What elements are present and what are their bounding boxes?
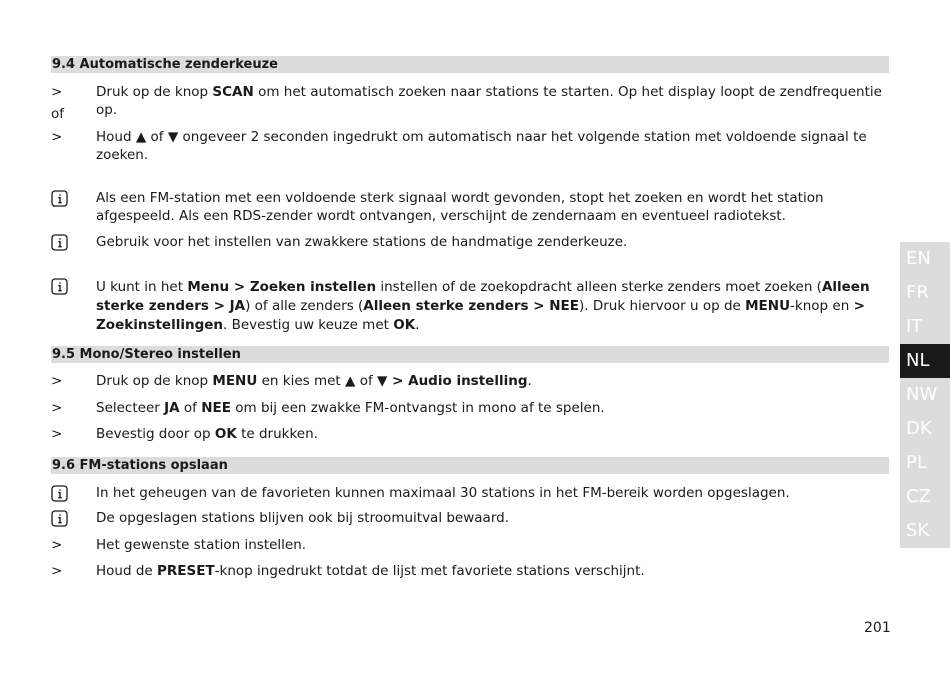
list-item-text: Selecteer JA of NEE om bij een zwakke FM-ontvangst in mono af te spelen. xyxy=(96,400,605,416)
language-tabs xyxy=(900,242,950,548)
arrow-up-icon: ▲ xyxy=(345,373,356,389)
list-item-text: Druk op de knop MENU en kies met ▲ of ▼ > Audio instelling. xyxy=(96,373,532,389)
info-note-text: U kunt in het Menu > Zoeken instellen instellen of de zoekopdracht alleen sterke zenders moet zoeken (Alleen sterke zenders > JA) of alle zenders (Alleen sterke zenders > NEE). Druk hiervoor u op de MENU-knop en > Zoekinstellingen. Bevestig uw keuze met OK. xyxy=(96,279,870,333)
lang-tab-sk[interactable]: SK xyxy=(900,514,950,548)
lang-tab-it[interactable]: IT xyxy=(900,310,950,344)
lang-tab-en[interactable]: EN xyxy=(900,242,950,276)
page-number: 201 xyxy=(864,620,891,636)
list-item-text: Het gewenste station instellen. xyxy=(96,537,307,553)
section-title-9-5: 9.5 Mono/Stereo instellen xyxy=(51,346,889,363)
list-item-text: Houd ▲ of ▼ ongeveer 2 seconden ingedrukt om automatisch naar het volgende station met voldoende signaal te zoeken. xyxy=(96,129,867,163)
lang-tab-nl[interactable]: NL xyxy=(900,344,950,378)
info-note-text: In het geheugen van de favorieten kunnen maximaal 30 stations in het FM-bereik worden opgeslagen. xyxy=(96,485,790,501)
info-icon xyxy=(51,510,68,527)
info-note-text: Gebruik voor het instellen van zwakkere stations de handmatige zenderkeuze. xyxy=(96,234,628,250)
lang-tab-dk[interactable]: DK xyxy=(900,412,950,446)
or-text: of xyxy=(51,106,65,122)
info-icon xyxy=(51,234,68,251)
bullet-marker: > xyxy=(51,400,63,416)
lang-tab-nw[interactable]: NW xyxy=(900,378,950,412)
lang-tab-pl[interactable]: PL xyxy=(900,446,950,480)
info-note-text: Als een FM-station met een voldoende sterk signaal wordt gevonden, stopt het zoeken en wordt het station afgespeeld. Als een RDS-zender wordt ontvangen, verschijnt de zendernaam en eventueel radiotekst. xyxy=(96,190,824,224)
info-icon xyxy=(51,190,68,207)
bullet-marker: > xyxy=(51,537,63,553)
section-title-9-4: 9.4 Automatische zenderkeuze xyxy=(51,56,889,73)
arrow-down-icon: ▼ xyxy=(377,373,388,389)
lang-tab-cz[interactable]: CZ xyxy=(900,480,950,514)
info-icon xyxy=(51,485,68,502)
bullet-marker: > xyxy=(51,426,63,442)
bullet-marker: > xyxy=(51,563,63,579)
arrow-up-icon: ▲ xyxy=(135,129,147,145)
bullet-marker: > xyxy=(51,84,63,100)
list-item-text: Druk op de knop SCAN om het automatisch zoeken naar stations te starten. Op het display loopt de zendfrequentie op. xyxy=(96,84,882,118)
section-title-9-6: 9.6 FM-stations opslaan xyxy=(51,457,889,474)
lang-tab-fr[interactable]: FR xyxy=(900,276,950,310)
bullet-marker: > xyxy=(51,129,63,145)
bullet-marker: > xyxy=(51,373,63,389)
arrow-down-icon: ▼ xyxy=(167,129,179,145)
info-note-text: De opgeslagen stations blijven ook bij stroomuitval bewaard. xyxy=(96,510,510,526)
list-item-text: Bevestig door op OK te drukken. xyxy=(96,426,318,442)
info-icon xyxy=(51,278,68,295)
list-item-text: Houd de PRESET-knop ingedrukt totdat de lijst met favoriete stations verschijnt. xyxy=(96,563,645,579)
